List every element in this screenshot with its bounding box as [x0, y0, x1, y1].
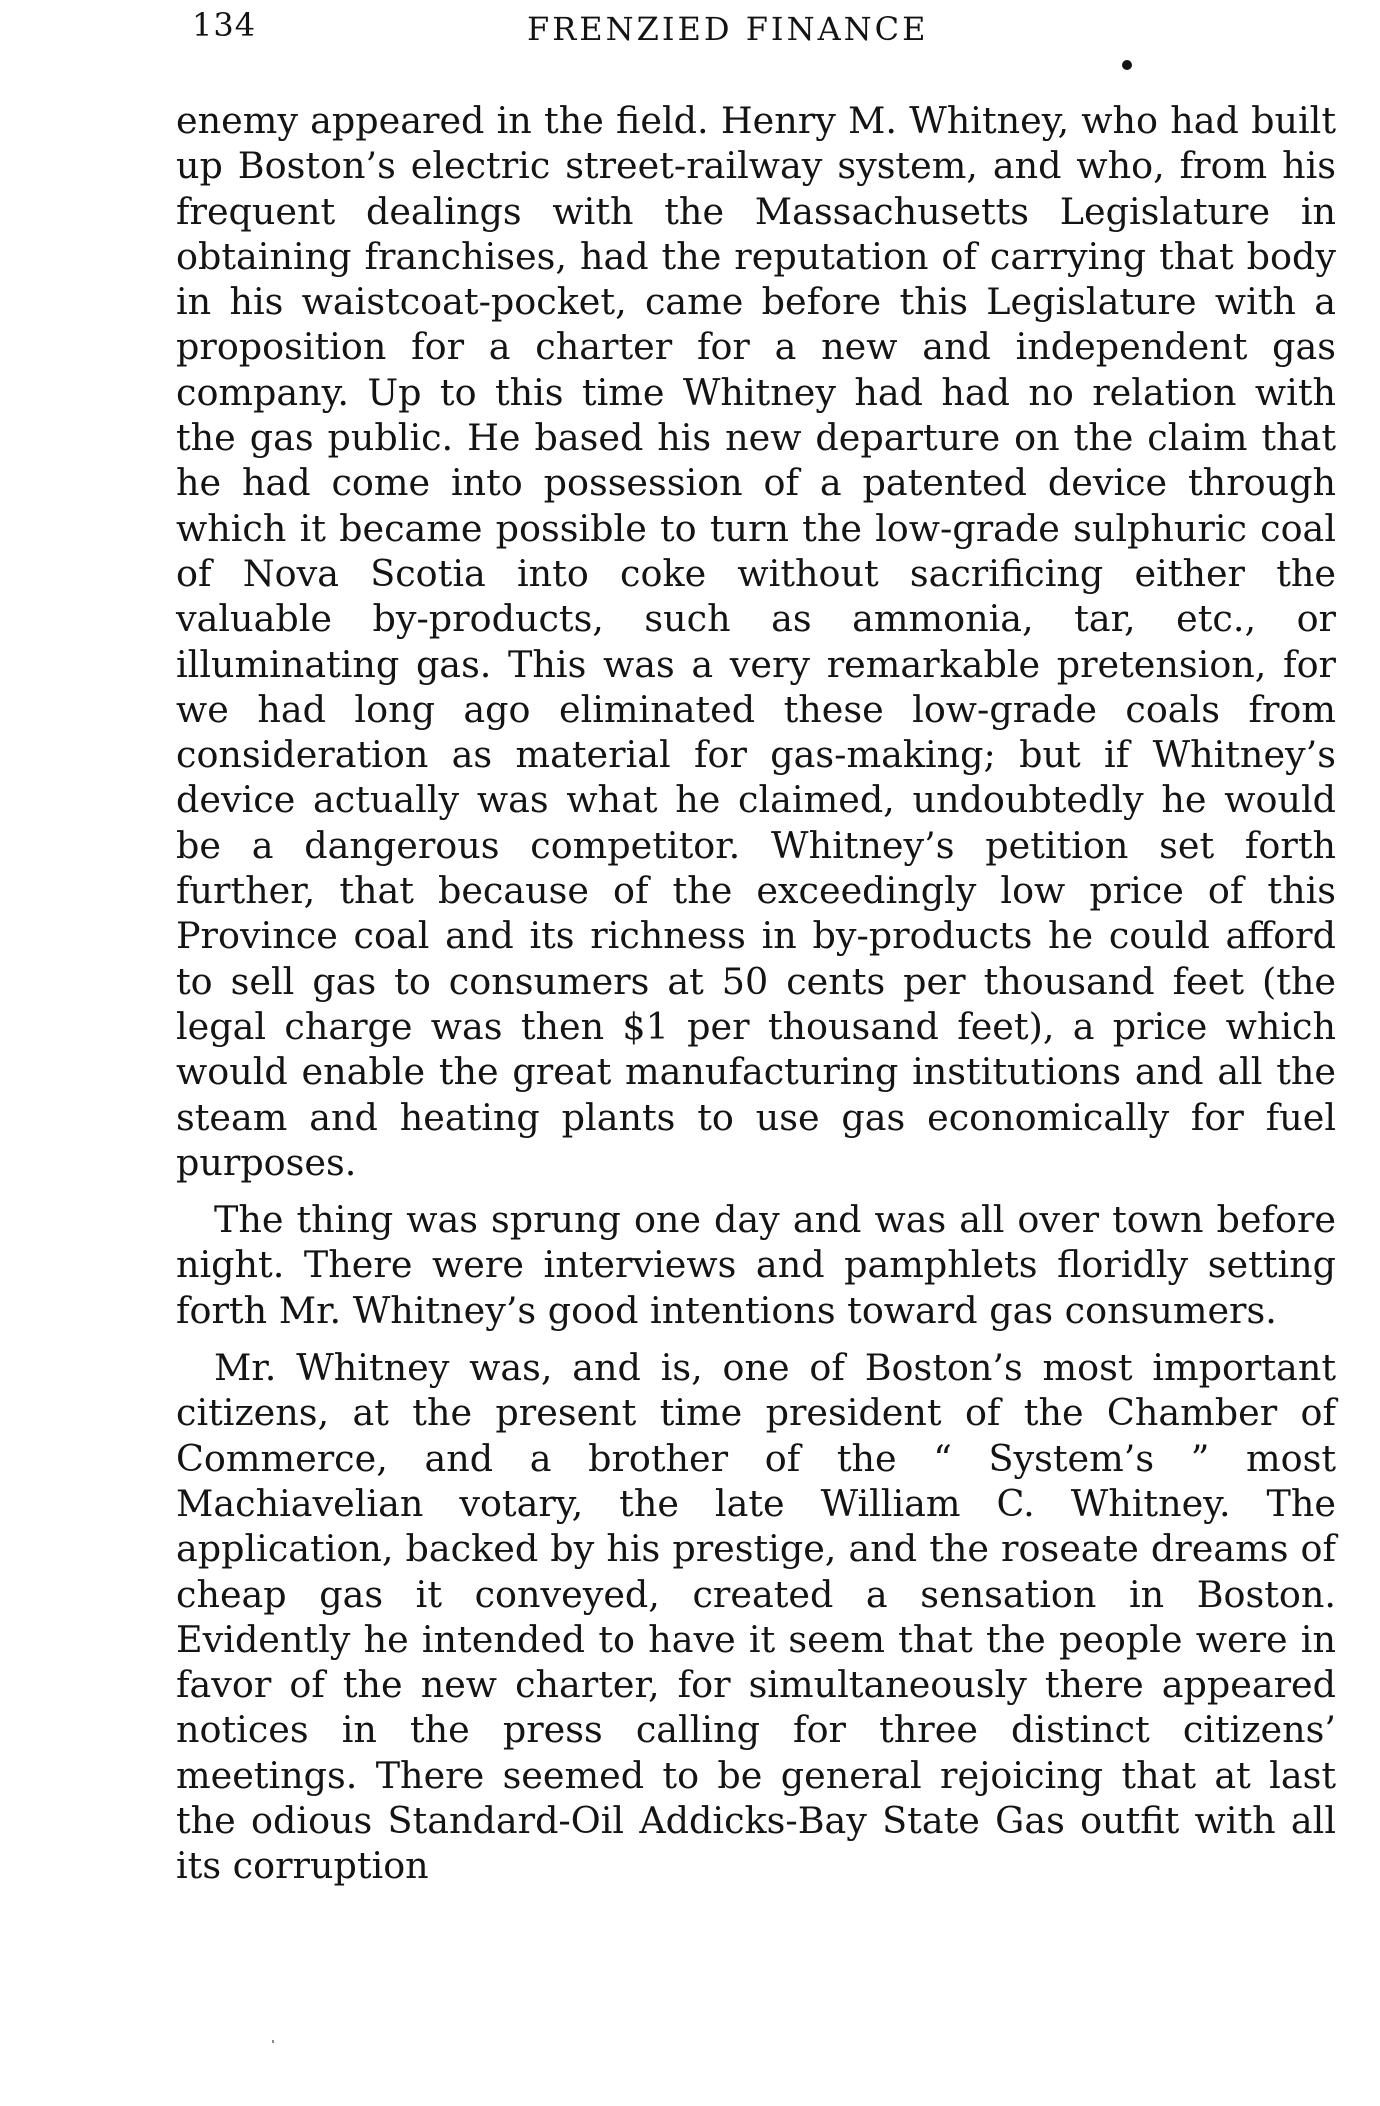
paragraph-continuation: enemy appeared in the field. Henry M. Whitney, who had built up Boston’s electric street-railway system, and who, from his frequent dealings with the Massachusetts Legislature in obtaining franchises, had the reputation of carrying that body in his waistcoat-pocket, came before this Legislature with a proposition for a charter for a new and independent gas company. Up to this time Whitney had had no relation with the gas public. He based his new departure on the claim that he had come into possession of a patented device through which it became possible to turn the low-grade sulphuric coal of Nova Scotia into coke without sacrificing either the valuable by-products, such as ammonia, tar, etc., or illuminating gas. This was a very remarkable pretension, for we had long ago eliminated these low-grade coals from consideration as material for gas-making; but if Whitney’s device actually was what he claimed, undoubtedly he would be a dangerous competitor. Whitney’s petition set forth further, that because of the exceedingly low price of this Province coal and its richness in by-products he could afford to sell gas to consumers at 50 cents per thousand feet (the legal charge was then $1 per thousand feet), a price which would enable the great manufacturing institutions and all the steam and heating plants to use gas economically for fuel purposes.	[176, 99, 1336, 1184]
paragraph-whitney-citizens: Mr. Whitney was, and is, one of Boston’s most important citizens, at the present time president of the Chamber of Commerce, and a brother of the “ System’s ” most Machiavelian votary, the late William C. Whitney. The application, backed by his prestige, and the roseate dreams of cheap gas it conveyed, created a sensation in Boston. Evidently he intended to have it seem that the people were in favor of the new charter, for simultaneously there appeared notices in the press calling for three distinct citizens’ meetings. There seemed to be general rejoicing that at last the odious Standard-Oil Addicks-Bay State Gas outfit with all its corruption	[176, 1346, 1336, 1888]
page-number: 134	[192, 6, 257, 44]
stray-print-mark	[272, 2040, 274, 2043]
paragraph-thing-sprung: The thing was sprung one day and was all over town before night. There were interviews and pamphlets floridly setting forth Mr. Whitney’s good intentions toward gas consumers.	[176, 1198, 1336, 1332]
printer-dot-mark	[1122, 60, 1132, 70]
body-text	[176, 98, 1336, 1889]
running-head: FRENZIED FINANCE	[527, 10, 929, 48]
page-header	[192, 6, 1012, 58]
